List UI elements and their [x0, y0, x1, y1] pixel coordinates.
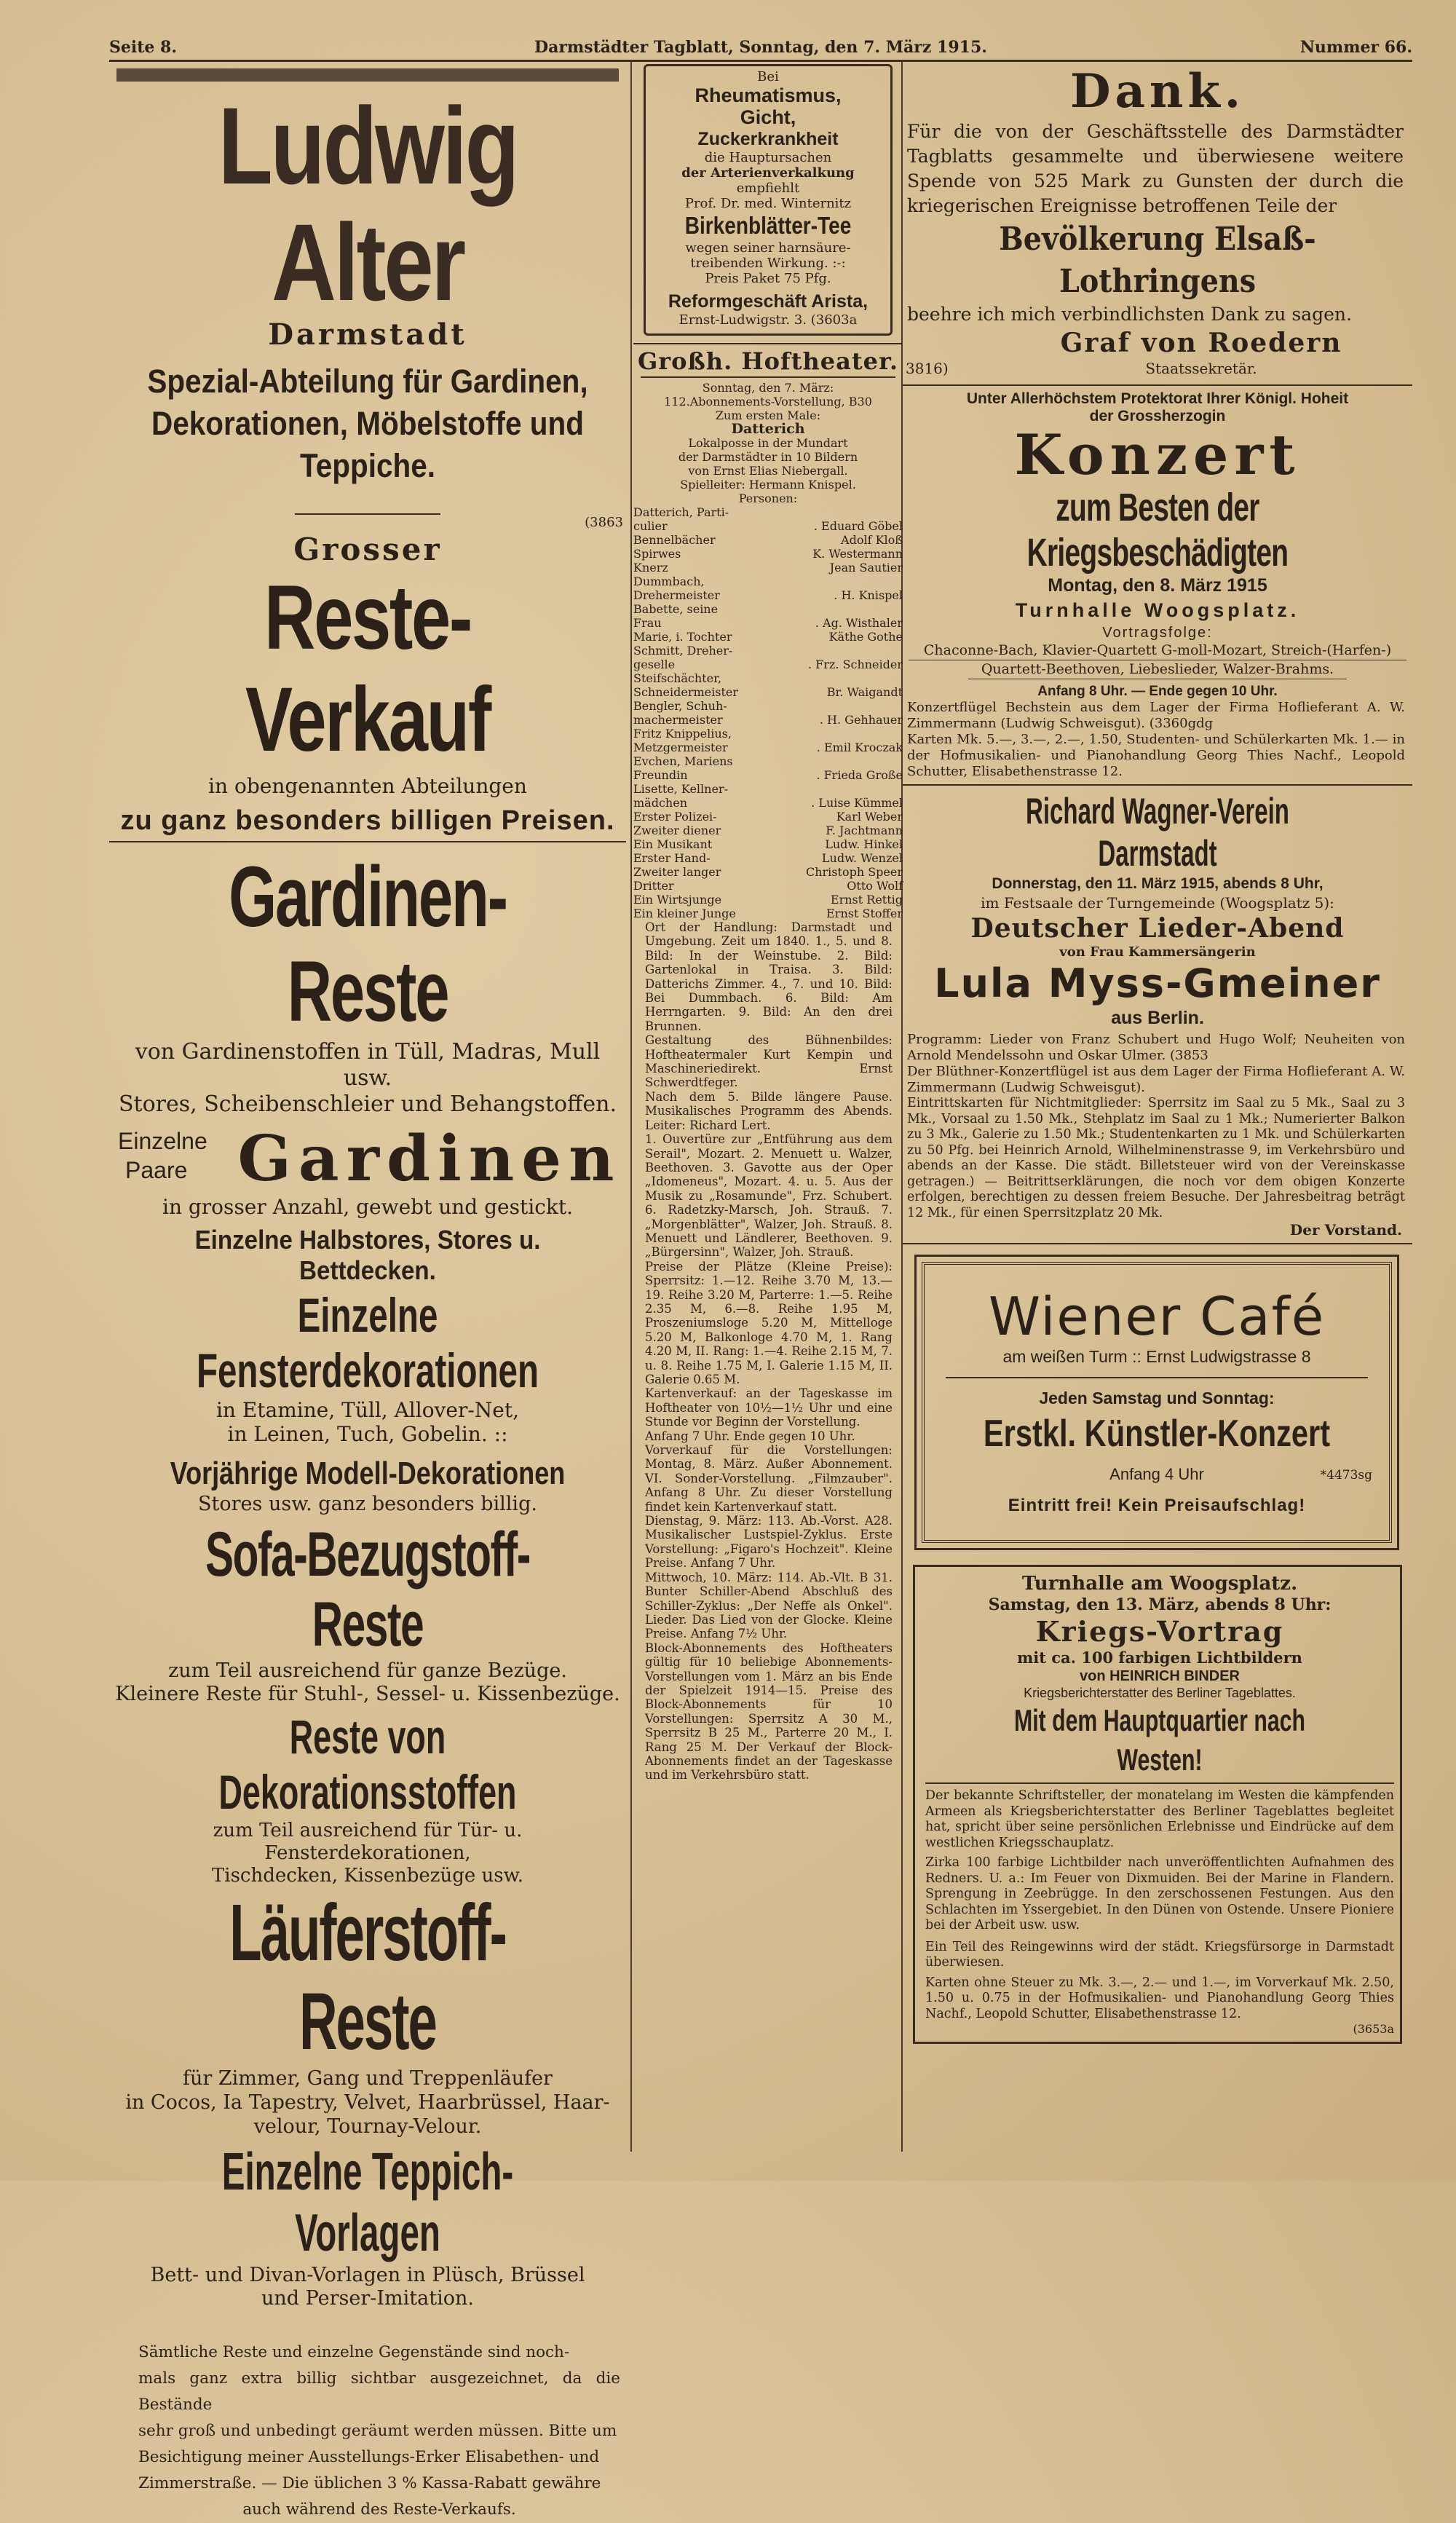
theater-intro [633, 381, 903, 505]
laeufer-text-3: velour, Tournay-Velour. [253, 2115, 482, 2138]
cast-actor: Otto Wolf [847, 879, 903, 893]
cast-row [633, 768, 903, 782]
cast-actor: Karl Weber [836, 810, 903, 824]
hauptquartier-heading: Mit dem Hauptquartier nach Westen! [1014, 1703, 1305, 1777]
deko-text-2: Tischdecken, Kissenbezüge usw. [211, 1865, 524, 1887]
footer-notice [138, 2340, 620, 2523]
anfang-label: Anfang 4 Uhr [1109, 1465, 1204, 1483]
cast-role: Bennelbächer [633, 533, 716, 547]
cast-row [633, 727, 903, 741]
cast-row [633, 505, 903, 519]
halbstores: Einzelne Halbstores, Stores u. Bettdecken. [194, 1225, 541, 1285]
cast-row [633, 588, 903, 602]
deko-heading: Reste von Dekorationsstoffen [218, 1710, 517, 1819]
donnerstag-date: Donnerstag, den 11. März 1915, abends 8 Uhr, [992, 875, 1324, 892]
liederabend-heading: Deutscher Lieder-Abend [970, 913, 1345, 944]
cast-actor: Jean Sautier [829, 561, 903, 575]
cast-actor: . H. Gehhauer [819, 713, 903, 727]
wagner-heading: Richard Wagner-Verein Darmstadt [1026, 791, 1289, 874]
cast-role: culier [633, 519, 668, 533]
footer-line-1: Sämtliche Reste und einzelne Gegenstände sind noch- [138, 2343, 570, 2361]
page-header [109, 38, 1412, 58]
cast-role: Ein kleiner Junge [633, 907, 736, 920]
staatssekretaer [903, 360, 1412, 380]
cast-role: Spirwes [633, 547, 681, 561]
gardinen-text-2: Stores, Scheibenschleier und Behangstoffen. [119, 1091, 617, 1117]
cast-row [633, 851, 903, 865]
sofa-text-1: zum Teil ausreichend für ganze Bezüge. [168, 1659, 567, 1682]
cast-role: Freundin [633, 768, 688, 782]
cast-role: geselle [633, 658, 676, 671]
cast-actor: Adolf Kloß [841, 533, 903, 547]
cast-row [633, 630, 903, 644]
bericht-label: Kriegsberichterstatter des Berliner Tageblattes. [1024, 1686, 1296, 1700]
wiener-cafe-advert [914, 1255, 1399, 1550]
cast-row [633, 824, 903, 837]
vortragsfolge-label: Vortragsfolge: [1102, 625, 1213, 641]
store-name: Ludwig Alter [218, 84, 518, 323]
column-divider-1 [630, 61, 632, 2152]
cast-actor: Br. Waigandt [826, 685, 903, 699]
cast-row [633, 519, 903, 533]
cast-role: Schmitt, Dreher- [633, 644, 733, 658]
cast-role: Erster Polizei- [633, 810, 717, 824]
footer-line-5: Zimmerstraße. — Die üblichen 3 % Kassa-Rabatt gewähre [138, 2474, 601, 2492]
cast-actor: F. Jachtmann [826, 824, 903, 837]
rule [903, 784, 1412, 786]
cast-role: Babette, seine [633, 602, 719, 616]
besten-heading: zum Besten der Kriegsbeschädigten [1026, 486, 1289, 575]
cast-actor: . H. Knispel [834, 588, 903, 602]
cast-actor [773, 671, 903, 685]
kriegsvortrag-advert [913, 1565, 1402, 2044]
ludwig-alter-advert [109, 61, 626, 2519]
cast-role: Steifschächter, [633, 671, 722, 685]
vortrag-text-2: Zirka 100 farbige Lichtbilder nach unveröffentlichten Aufnahmen des Redners. U. a.: Im Feuer von Dixmuiden. Bei der Marine in Flandern. Sprengung in Zeebrügge. In den zerschossenen Festungen. Aus den Schlachten im Yssergebiet. In den Dünen von Ostende. Unsere Pioniere bei der Arbeit usw. usw. [925, 1855, 1394, 1932]
cast-row [633, 893, 903, 907]
intro-line: Zum ersten Male: [715, 408, 821, 422]
wiener-address: am weißen Turm :: Ernst Ludwigstrasse 8 [1002, 1347, 1311, 1366]
vorjaehrige-text: Stores usw. ganz besonders billig. [198, 1493, 537, 1515]
cast-role: mädchen [633, 796, 687, 810]
gardinen-text-1: von Gardinenstoffen in Tüll, Madras, Mull usw. [135, 1039, 601, 1091]
detail-paragraph: Gestaltung des Bühnenbildes: Hoftheatermaler Kurt Kempin und Maschineriedirekt. Ernst Schwerdtfeger. [645, 1033, 893, 1090]
fenster-text-1: in Etamine, Tüll, Allover-Net, [215, 1398, 520, 1422]
preis-label: Preis Paket 75 Pfg. [705, 271, 831, 286]
cast-row [633, 699, 903, 713]
cast-role: Schneidermeister [633, 685, 738, 699]
cast-actor: Ernst Rettig [830, 893, 903, 907]
gardinen-word: Gardinen [237, 1122, 622, 1196]
ad-ref: (3653a [1353, 2022, 1394, 2036]
dank-text: Für die von der Geschäftsstelle des Darmstädter Tagblatts gesammelte und überwiesene weitere Spende von 525 Mark zu Gunsten der durch die kriegerischen Ereignisse betroffenen Teile der [907, 121, 1404, 216]
rule [903, 384, 1412, 386]
column-2 [633, 61, 903, 2152]
deko-text-1: zum Teil ausreichend für Tür- u. Fensterdekorationen, [213, 1820, 523, 1864]
cast-role: Erster Hand- [633, 851, 711, 865]
teppich-text-1: Bett- und Divan-Vorlagen in Plüsch, Brüssel [150, 2264, 585, 2286]
vorstand-sign: Der Vorstand. [1289, 1221, 1402, 1239]
cast-row [633, 713, 903, 727]
dank-heading: Dank. [1069, 64, 1246, 119]
fluegel-text: Konzertflügel Bechstein aus dem Lager der Firma Hoflieferant A. W. Zimmermann (Ludwig Schweisgut). (3360gdg [907, 700, 1405, 731]
cast-row [633, 907, 903, 920]
cast-role: Knerz [633, 561, 668, 575]
cast-role: Lisette, Kellner- [633, 782, 728, 796]
protektorat-1: Unter Allerhöchstem Protektorat Ihrer Königl. Hoheit [966, 390, 1349, 407]
ad-ref: 3816) [906, 360, 949, 377]
cast-row [633, 547, 903, 561]
cast-row [633, 671, 903, 685]
laeufer-text-2: in Cocos, Ia Tapestry, Velvet, Haarbrüssel, Haar- [125, 2091, 610, 2114]
cast-row [633, 754, 903, 768]
cast-row [633, 685, 903, 699]
graf-signature: Graf von Roedern [1060, 328, 1342, 358]
cast-role: Fritz Knippelius, [633, 727, 732, 741]
cast-actor [773, 782, 903, 796]
reste-verkauf-heading: Reste-Verkauf [245, 567, 490, 770]
anfang-text: Anfang 8 Uhr. — Ende gegen 10 Uhr. [1037, 684, 1278, 699]
kriegsvortrag-heading: Kriegs-Vortrag [1035, 1615, 1284, 1648]
issue-number: Nummer 66. [1299, 38, 1412, 57]
footer-line-3: sehr groß und unbedingt geräumt werden müssen. Bitte um [138, 2422, 617, 2440]
cast-actor: Ludw. Wenzel [821, 851, 903, 865]
intro-line: von Ernst Elias Niebergall. [688, 464, 848, 478]
empf-label: empfiehlt [736, 181, 800, 196]
laeufer-text-1: für Zimmer, Gang und Treppenläufer [183, 2067, 553, 2090]
cast-row [633, 810, 903, 824]
rule [946, 1377, 1368, 1378]
rule [925, 1782, 1394, 1784]
intro-line: der Darmstädter in 10 Bildern [678, 450, 858, 464]
karten-text: Karten Mk. 5.—, 3.—, 2.—, 1.50, Studenten- und Schülerkarten Mk. 1.— in der Hofmusikalien- und Pianohandlung Georg Thies Nachf., Leopold Schutter, Elisabethenstrasse 12. [907, 732, 1405, 779]
footer-line-4: Besichtigung meiner Ausstellungs-Erker Elisabethen- und [138, 2448, 600, 2466]
ad-ref: (3863 [585, 515, 623, 530]
cast-actor: Christoph Speer [805, 865, 903, 879]
cast-role: Dritter [633, 879, 674, 893]
lichtbilder-label: mit ca. 100 farbigen Lichtbildern [1017, 1649, 1302, 1667]
ad-ref: *4473sg [1320, 1468, 1372, 1482]
vortragsfolge-1: Chaconne-Bach, Klavier-Quartett G-moll-Mozart, Streich-(Harfen-) [909, 641, 1406, 660]
cast-role: Metzgermeister [633, 741, 728, 754]
cast-role: Marie, i. Tochter [633, 630, 732, 644]
vortrag-text-3: Ein Teil des Reingewinns wird der städt. Kriegsfürsorge in Darmstadt überwiesen. [925, 1939, 1394, 1970]
title-label: Staatssekretär. [1145, 360, 1257, 377]
vortragsfolge-2: Quartett-Beethoven, Liebeslieder, Walzer-Brahms. [968, 660, 1347, 679]
abteilungen-text: in obengenannten Abteilungen [208, 774, 527, 798]
cast-actor: . Ag. Wisthaler [815, 616, 903, 630]
konzert-heading: Konzert [1014, 422, 1301, 487]
preisen-text: zu ganz besonders billigen Preisen. [120, 805, 615, 836]
cast-role: Drehermeister [633, 588, 720, 602]
turnhalle-heading: Turnhalle am Woogsplatz. [1021, 1573, 1298, 1595]
cast-row [633, 782, 903, 796]
rule [641, 376, 895, 378]
cast-role: Datterich, Parti- [633, 505, 729, 519]
cast-role: Ein Wirtsjunge [633, 893, 722, 907]
cast-role: Zweiter diener [633, 824, 721, 837]
montag-date: Montag, den 8. März 1915 [1048, 575, 1267, 596]
bei-label: Bei [757, 69, 779, 84]
detail-paragraph: Mittwoch, 10. März: 114. Ab.-Vlt. B 31. Bunter Schiller-Abend Abschluß des Schiller-Zyklus: „Der Neffe als Onkel". Lieder. Das Lied von der Glocke. Kleine Preise. Anfang 7½ Uhr. [645, 1570, 893, 1641]
eintritt-frei: Eintritt frei! Kein Preisaufschlag! [1008, 1496, 1306, 1515]
lula-heading: Lula Myss-Gmeiner [934, 960, 1381, 1006]
cast-list [633, 505, 903, 920]
cast-actor [773, 644, 903, 658]
cast-actor [773, 754, 903, 768]
vortrag-text-1: Der bekannte Schriftsteller, der monatelang im Westen die kämpfenden Armeen als Kriegsberichterstatter des Berliner Tageblattes begleitet hat, spricht über seine persönlichen Erlebnisse und Eindrücke auf dem westlichen Kriegsschauplatz. [925, 1788, 1394, 1850]
vorjaehrige-heading: Vorjährige Modell-Dekorationen [170, 1456, 566, 1491]
cast-actor: Käthe Gothe [828, 630, 903, 644]
detail-paragraph: Block-Abonnements des Hoftheaters gültig für 10 beliebige Abonnements-Vorstellungen vom 1. März an bis Ende der Spielzeit 1914—15. Preise des Block-Abonnements für 10 Vorstellungen: Sperrsitz A 30 M., Sperrsitz B 25 M., Parterre 20 M., I. Rang 25 M. Der Verkauf der Block-Abonnements findet an der Tageskasse und im Verkehrsbüro statt. [645, 1640, 893, 1782]
top-bar [116, 68, 619, 82]
cast-row [633, 533, 903, 547]
cast-row [633, 658, 903, 671]
programm-text: Programm: Lieder von Franz Schubert und Hugo Wolf; Neuheiten von Arnold Mendelssohn und Oskar Ulmer. (3853 [907, 1032, 1405, 1063]
detail-paragraph: Kartenverkauf: an der Tageskasse im Hoftheater von 10½—1½ Uhr und eine Stunde vor Beginn der Vorstellung. [645, 1386, 893, 1429]
detail-paragraph: Vorverkauf für die Vorstellungen: Montag, 8. März. Außer Abonnement. VI. Sonder-Vorstellung. „Filmzauber". Anfang 8 Uhr. Zu dieser Vorstellung findet kein Kartenverkauf statt. [645, 1443, 893, 1514]
wiener-cafe-heading: Wiener Café [988, 1286, 1326, 1347]
detail-paragraph: Nach dem 5. Bilde längere Pause. Musikalisches Programm des Abends. Leiter: Richard Lert. [645, 1089, 893, 1132]
cast-actor: K. Westermann [812, 547, 903, 561]
cast-row [633, 575, 903, 588]
page-number: Seite 8. [109, 38, 178, 57]
cast-actor [773, 727, 903, 741]
cast-row [633, 616, 903, 630]
cast-role: Frau [633, 616, 662, 630]
theater-details [633, 920, 903, 1782]
rule [903, 1243, 1412, 1244]
cast-role: Dummbach, [633, 575, 705, 588]
gicht-label: Gicht, [740, 106, 796, 128]
sofa-heading: Sofa-Bezugstoff-Reste [205, 1520, 531, 1659]
kammersaengerin-label: von Frau Kammersängerin [1059, 944, 1256, 960]
cast-actor [773, 699, 903, 713]
hoftheater-heading: Großh. Hoftheater. [637, 347, 899, 375]
detail-paragraph: Anfang 7 Uhr. Ende gegen 10 Uhr. [645, 1429, 855, 1443]
cast-actor: . Frz. Schneider [808, 658, 903, 671]
cast-actor [773, 505, 903, 519]
address-label: Ernst-Ludwigstr. 3. (3603a [678, 312, 858, 328]
intro-line: 112.Abonnements-Vorstellung, B30 [664, 395, 872, 408]
paare-label: Paare [125, 1157, 188, 1183]
cast-row [633, 865, 903, 879]
footer-line-6: auch während des Reste-Verkaufs. [242, 2500, 516, 2519]
cast-actor [773, 602, 903, 616]
birken-label: Birkenblätter-Tee [684, 212, 852, 239]
cast-role: machermeister [633, 713, 723, 727]
footer-line-2: mals ganz extra billig sichtbar ausgezeichnet, da die Bestände [138, 2369, 620, 2414]
haupt-label: die Hauptursachen [704, 150, 832, 165]
spec-line-2: Dekorationen, Möbelstoffe und [151, 405, 584, 442]
laeufer-heading: Läuferstoff-Reste [229, 1888, 506, 2066]
arista-advert [644, 64, 893, 336]
cast-actor: Ernst Stoffer [826, 907, 903, 920]
beehre-text: beehre ich mich verbindlichsten Dank zu sagen. [907, 304, 1352, 325]
cast-row [633, 879, 903, 893]
spec-line-1: Spezial-Abteilung für Gardinen, [147, 363, 588, 400]
treib-label: treibenden Wirkung. :-: [690, 256, 846, 271]
protektorat-2: der Grossherzogin [1089, 408, 1226, 425]
column-3 [903, 61, 1412, 2152]
vortrag-text-4: Karten ohne Steuer zu Mk. 3.—, 2.— und 1.—, im Vorverkauf Mk. 2.50, 1.50 u. 0.75 in der Hofmusikalien- und Pianohandlung Georg Thies Nachf., Leopold Schutter, Elisabethenstrasse 12. [925, 1975, 1394, 2021]
anzahl-text: in grosser Anzahl, gewebt und gestickt. [162, 1195, 573, 1219]
cast-row [633, 741, 903, 754]
cast-role: Evchen, Mariens [633, 754, 733, 768]
anfang-row [917, 1465, 1397, 1491]
cast-row [633, 561, 903, 575]
kuenstler-heading: Erstkl. Künstler-Konzert [983, 1413, 1331, 1455]
rule [633, 343, 903, 344]
binder-label: von HEINRICH BINDER [1079, 1668, 1240, 1684]
bluethner-text: Der Blüthner-Konzertflügel ist aus dem Lager der Firma Hoflieferant A. W. Zimmermann (Ludwig Schweisgut). [907, 1064, 1405, 1095]
store-city: Darmstadt [268, 317, 467, 352]
detail-paragraph: Dienstag, 9. März: 113. Ab.-Vorst. A28. Musikalischer Lustspiel-Zyklus. Erste Vorstellung: „Figaro's Hochzeit". Kleine Preise. Anfang 7 Uhr. [645, 1514, 893, 1571]
gardinen-reste-heading: Gardinen-Reste [229, 849, 507, 1040]
detail-paragraph: 1. Ouvertüre zur „Entführung aus dem Serail", Mozart. 2. Menuett u. Walzer, Beethoven. 3. Gavotte aus der Oper „Idomeneus", Mozart. 4. u. 5. Aus der Musik zu „Rosamunde", Frz. Schubert. 6. Radetzky-Marsch, Joh. Strauß. 7. „Morgenblätter", Walzer, Joh. Strauß. 8. Menuett und Ländlerer, Beethoven. 9. „Bürgersinn", Walzer, Joh. Strauß. [645, 1132, 893, 1260]
fenster-heading: Einzelne Fensterdekorationen [196, 1288, 539, 1397]
cast-actor: . Emil Kroczak [816, 741, 903, 754]
cast-actor: . Luise Kümmel [811, 796, 903, 810]
rule [109, 841, 626, 842]
detail-paragraph: Ort der Handlung: Darmstadt und Umgebung. Zeit um 1840. 1., 5. und 8. Bild: In der Weinstube. 2. Bild: Gartenlokal in Traisa. 3. Bild: Datterichs Zimmer. 4., 7. und 10. Bild: Bei Dummbach. 6. Bild: Am Herrngarten. 9. Bild: An den drei Brunnen. [645, 920, 893, 1033]
wegen-label: wegen seiner harnsäure- [685, 240, 851, 256]
cast-role: Zweiter langer [633, 865, 721, 879]
play-title: Datterich [731, 421, 805, 437]
cast-row [633, 796, 903, 810]
cast-row [633, 837, 903, 851]
intro-line: Spielleiter: Hermann Knispel. [680, 478, 856, 491]
cast-actor [773, 575, 903, 588]
cast-actor: . Frieda Große [816, 768, 903, 782]
teppich-text-2: und Perser-Imitation. [261, 2287, 474, 2310]
prof-label: Prof. Dr. med. Winternitz [684, 196, 852, 211]
cast-row [633, 602, 903, 616]
eintritt-text: Eintrittskarten für Nichtmitglieder: Sperrsitz im Saal zu 5 Mk., Saal zu 3 Mk., Vorsaal zu 1.50 Mk., Stehplatz im Saal zu 1 Mk.; Numerierter Balkon zu 3 Mk., Galerie zu 1.50 Mk.; Studentenkarten zu 1 Mk. und Schülerkarten zu 50 Pfg. bei Heinrich Arnold, Wilhelminenstrasse 9, im Verkehrsbüro und abends an der Kasse. Die städt. Billetsteuer wird von der Vereinskasse getragen.) — Beitrittserklärungen, die noch vor dem obigen Konzerte erfolgen, berechtigen zu dessen freiem Besuche. Der Jahresbeitrag beträgt 12 Mk., für einen Sperrsitzplatz 20 Mk. [907, 1096, 1405, 1220]
cast-row [633, 644, 903, 658]
berlin-label: aus Berlin. [1111, 1008, 1204, 1028]
bevoelkerung-heading: Bevölkerung Elsaß-Lothringens [999, 221, 1316, 300]
cast-role: Bengler, Schuh- [633, 699, 727, 713]
intro-line: Personen: [738, 491, 798, 505]
detail-paragraph: Preise der Plätze (Kleine Preise): Sperrsitz: 1.—12. Reihe 3.70 M, 13.—19. Reihe 3.20 M, Parterre: 1.—5. Reihe 2.35 M, 6.—8. Reihe 1.95 M, Proszeniumsloge 5.20 M, Mittelloge 5.20 M, Balkonloge 4.70 M, 1. Rang 4.20 M, II. Rang: 1.—4. Reihe 2.15 M, 7. u. 8. Reihe 1.75 M, I. Galerie 1.15 M, II. Galerie 0.65 M. [645, 1259, 893, 1386]
arterien-label: der Arterienverkalkung [681, 165, 855, 181]
intro-line: Lokalposse in der Mundart [688, 436, 848, 450]
fenster-text-2: in Leinen, Tuch, Gobelin. :: [227, 1422, 508, 1446]
turnhalle-label: Turnhalle Woogsplatz. [1015, 599, 1300, 621]
einzelne-label: Einzelne [118, 1128, 207, 1154]
zucker-label: Zuckerkrankheit [697, 129, 839, 149]
reform-label: Reformgeschäft Arista, [668, 291, 869, 312]
newspaper-masthead: Darmstädter Tagblatt, Sonntag, den 7. März 1915. [534, 38, 987, 57]
sofa-text-2: Kleinere Reste für Stuhl-, Sessel- u. Kissenbezüge. [115, 1683, 620, 1705]
jeden-label: Jeden Samstag und Sonntag: [1039, 1389, 1275, 1407]
spec-line-3: Teppiche. [299, 447, 436, 484]
festsaal-text: im Festsaale der Turngemeinde (Woogsplatz 5): [981, 894, 1334, 912]
cast-actor: . Eduard Göbel [813, 519, 903, 533]
cast-actor: Ludw. Hinkel [825, 837, 903, 851]
grosser-label: Grosser [293, 532, 442, 567]
intro-line: Sonntag, den 7. März: [702, 381, 834, 395]
rheuma-label: Rheumatismus, [695, 84, 842, 106]
samstag-date: Samstag, den 13. März, abends 8 Uhr: [988, 1595, 1332, 1614]
teppich-heading: Einzelne Teppich-Vorlagen [221, 2143, 514, 2262]
cast-role: Ein Musikant [633, 837, 713, 851]
gardinen-paare [109, 1122, 626, 1195]
